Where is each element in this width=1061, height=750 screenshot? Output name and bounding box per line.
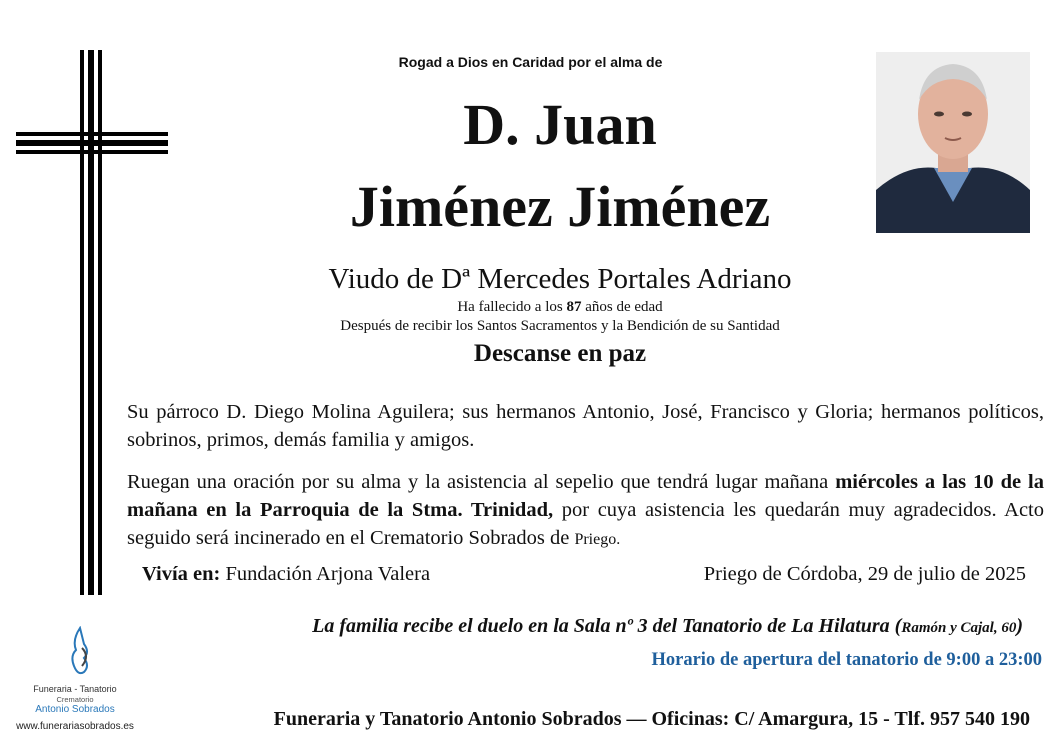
- rest-in-peace: Descanse en paz: [473, 340, 647, 367]
- burial-time-place: miércoles a las 10 de la mañana en la Parroquia de la Stma. Trinidad,: [127, 471, 1045, 521]
- portrait-photo: [876, 52, 1030, 233]
- logo-line-2: Crematorio: [56, 695, 94, 704]
- mourners-paragraph: Su párroco D. Diego Molina Aguilera; sus hermanos Antonio, José, Francisco y Gloria; hermanos políticos, sobrinos, primos, demás familia y amigos.: [127, 401, 1044, 451]
- burial-paragraph: Ruegan una oración por su alma y la asistencia al sepelio que tendrá lugar mañana miércoles a las 10 de la mañana en la Parroquia de la Stma. Trinidad, por cuya asistencia les quedarán muy agradecidos. Acto seguido será incinerado en el Crematorio Sobrados de Priego.: [127, 471, 1045, 549]
- residence-label: Vivía en:: [142, 563, 221, 585]
- place-date: Priego de Córdoba, 29 de julio de 2025: [703, 563, 1026, 585]
- flame-logo-icon: [60, 626, 100, 678]
- deceased-name-line2: Jiménez Jiménez: [349, 174, 771, 239]
- residence-line: [142, 563, 430, 586]
- widow-line: Viudo de Dª Mercedes Portales Adriano: [328, 263, 792, 295]
- residence-value: Fundación Arjona Valera: [220, 563, 431, 585]
- footer-contact: Funeraria y Tanatorio Antonio Sobrados — Oficinas: C/ Amargura, 15 - Tlf. 957 540 190: [273, 708, 1030, 730]
- funeral-home-logo: [10, 626, 140, 746]
- sacraments-line: Después de recibir los Santos Sacramentos y la Bendición de su Santidad: [340, 318, 780, 334]
- deceased-name-line1: D. Juan: [463, 92, 657, 157]
- age-value: 87: [566, 299, 582, 315]
- vigil-address: Ramón y Cajal, 60: [901, 620, 1017, 636]
- logo-line-3: Antonio Sobrados: [35, 704, 115, 715]
- request-line: Rogad a Dios en Caridad por el alma de: [398, 54, 663, 70]
- website-link[interactable]: www.funerariasobrados.es: [16, 721, 134, 732]
- logo-line-1: Funeraria - Tanatorio: [33, 684, 117, 694]
- vigil-line: La familia recibe el duelo en la Sala nº 3 del Tanatorio de La Hilatura (Ramón y Cajal, 60): [312, 615, 1023, 637]
- age-line: Ha fallecido a los 87 años de edad: [457, 299, 663, 315]
- opening-hours: Horario de apertura del tanatorio de 9:00 a 23:00: [651, 650, 1042, 670]
